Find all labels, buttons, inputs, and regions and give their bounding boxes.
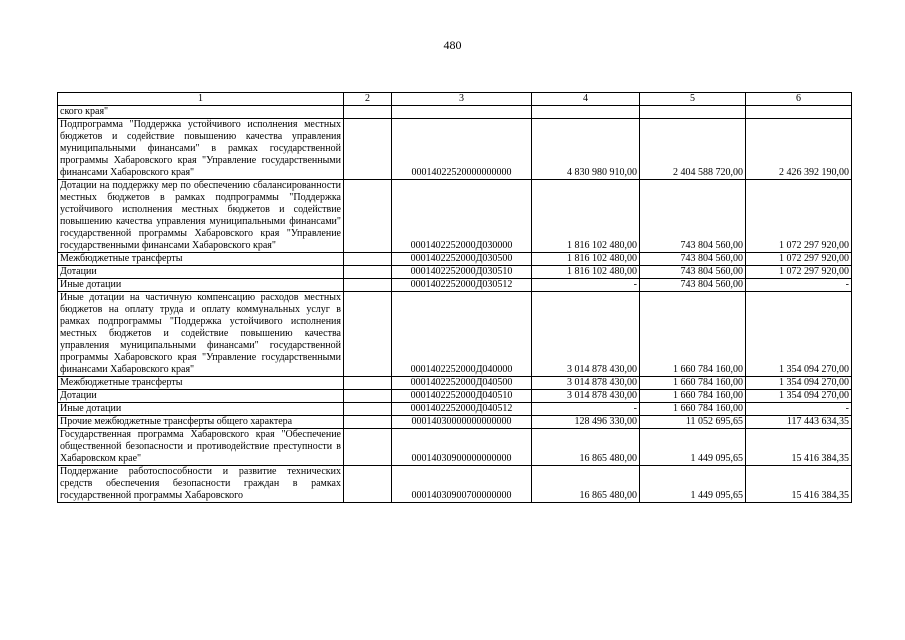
row-value-6-cell: 15 416 384,35	[746, 466, 852, 503]
header-cell: 3	[392, 93, 532, 106]
row-code-cell	[392, 106, 532, 119]
row-col2-cell	[344, 106, 392, 119]
row-value-5-cell: 1 660 784 160,00	[640, 292, 746, 377]
table-row	[58, 279, 852, 292]
row-code-cell: 00014030900000000000	[392, 429, 532, 466]
row-code-cell: 00014030000000000000	[392, 416, 532, 429]
row-value-4-cell: -	[532, 279, 640, 292]
row-code-cell: 00014022520000000000	[392, 119, 532, 180]
row-code-cell: 0001402252000Д040512	[392, 403, 532, 416]
row-code-cell: 0001402252000Д030510	[392, 266, 532, 279]
header-cell: 5	[640, 93, 746, 106]
row-name-cell: ского края"	[58, 106, 344, 119]
table-row	[58, 377, 852, 390]
row-name-cell: Государственная программа Хабаровского края "Обеспечение общественной безопасности и противодействие преступности в Хабаровском крае"	[58, 429, 344, 466]
row-value-5-cell: 743 804 560,00	[640, 180, 746, 253]
row-name-cell: Иные дотации	[58, 403, 344, 416]
row-code-cell: 0001402252000Д040510	[392, 390, 532, 403]
row-value-6-cell: 2 426 392 190,00	[746, 119, 852, 180]
row-value-6-cell	[746, 106, 852, 119]
row-value-4-cell: 1 816 102 480,00	[532, 266, 640, 279]
row-value-4-cell: 128 496 330,00	[532, 416, 640, 429]
table-row	[58, 253, 852, 266]
row-col2-cell	[344, 180, 392, 253]
row-value-5-cell: 743 804 560,00	[640, 279, 746, 292]
row-value-5-cell: 743 804 560,00	[640, 266, 746, 279]
row-value-5-cell: 1 660 784 160,00	[640, 377, 746, 390]
row-name-cell: Иные дотации	[58, 279, 344, 292]
page-number: 480	[443, 38, 462, 52]
table-row	[58, 119, 852, 180]
row-value-4-cell: 3 014 878 430,00	[532, 377, 640, 390]
row-col2-cell	[344, 377, 392, 390]
row-col2-cell	[344, 292, 392, 377]
table-row	[58, 266, 852, 279]
table-row	[58, 416, 852, 429]
row-code-cell: 0001402252000Д030512	[392, 279, 532, 292]
row-name-cell: Иные дотации на частичную компенсацию расходов местных бюджетов на оплату труда и оплату коммунальных услуг в рамках подпрограммы "Поддержка устойчивого исполнения местных бюджетов и содействие повышению качества управления муниципальными финансами" государственной программы Хабаровского края "Управление государственными финансами Хабаровского края"	[58, 292, 344, 377]
row-col2-cell	[344, 429, 392, 466]
row-value-4-cell: 3 014 878 430,00	[532, 292, 640, 377]
row-col2-cell	[344, 403, 392, 416]
row-value-6-cell: 117 443 634,35	[746, 416, 852, 429]
row-code-cell: 0001402252000Д040500	[392, 377, 532, 390]
row-name-cell: Прочие межбюджетные трансферты общего характера	[58, 416, 344, 429]
table-row	[58, 466, 852, 503]
row-col2-cell	[344, 253, 392, 266]
header-cell: 6	[746, 93, 852, 106]
row-value-6-cell: 1 354 094 270,00	[746, 292, 852, 377]
row-value-5-cell	[640, 106, 746, 119]
row-name-cell: Межбюджетные трансферты	[58, 377, 344, 390]
row-col2-cell	[344, 266, 392, 279]
row-col2-cell	[344, 119, 392, 180]
row-value-4-cell: 1 816 102 480,00	[532, 253, 640, 266]
row-value-5-cell: 2 404 588 720,00	[640, 119, 746, 180]
row-col2-cell	[344, 390, 392, 403]
row-code-cell: 0001402252000Д030000	[392, 180, 532, 253]
row-value-6-cell: -	[746, 403, 852, 416]
row-col2-cell	[344, 416, 392, 429]
row-value-6-cell: 1 072 297 920,00	[746, 180, 852, 253]
row-value-5-cell: 1 449 095,65	[640, 429, 746, 466]
row-value-5-cell: 1 449 095,65	[640, 466, 746, 503]
row-value-4-cell: 3 014 878 430,00	[532, 390, 640, 403]
row-name-cell: Межбюджетные трансферты	[58, 253, 344, 266]
row-value-5-cell: 743 804 560,00	[640, 253, 746, 266]
table-row	[58, 390, 852, 403]
table-row	[58, 292, 852, 377]
row-value-4-cell: 16 865 480,00	[532, 429, 640, 466]
row-value-5-cell: 1 660 784 160,00	[640, 390, 746, 403]
header-cell: 1	[58, 93, 344, 106]
row-value-5-cell: 11 052 695,65	[640, 416, 746, 429]
row-code-cell: 00014030900700000000	[392, 466, 532, 503]
row-value-6-cell: -	[746, 279, 852, 292]
row-value-4-cell: -	[532, 403, 640, 416]
row-value-6-cell: 1 354 094 270,00	[746, 377, 852, 390]
table-row	[58, 429, 852, 466]
row-name-cell: Дотации	[58, 390, 344, 403]
budget-table	[57, 92, 852, 503]
row-name-cell: Подпрограмма "Поддержка устойчивого исполнения местных бюджетов и содействие повышению качества управления муниципальными финансами" в рамках государственной программы Хабаровского края "Управление государственными финансами Хабаровского края"	[58, 119, 344, 180]
row-value-6-cell: 15 416 384,35	[746, 429, 852, 466]
row-code-cell: 0001402252000Д040000	[392, 292, 532, 377]
table-row	[58, 106, 852, 119]
row-code-cell: 0001402252000Д030500	[392, 253, 532, 266]
header-cell: 4	[532, 93, 640, 106]
row-value-4-cell	[532, 106, 640, 119]
row-value-6-cell: 1 072 297 920,00	[746, 266, 852, 279]
row-value-5-cell: 1 660 784 160,00	[640, 403, 746, 416]
row-name-cell: Поддержание работоспособности и развитие технических средств обеспечения безопасности граждан в рамках государственной программы Хабаровского	[58, 466, 344, 503]
table-row	[58, 403, 852, 416]
row-value-4-cell: 4 830 980 910,00	[532, 119, 640, 180]
row-value-4-cell: 16 865 480,00	[532, 466, 640, 503]
row-col2-cell	[344, 466, 392, 503]
table-row	[58, 180, 852, 253]
row-name-cell: Дотации на поддержку мер по обеспечению сбалансированности местных бюджетов в рамках подпрограммы "Поддержка устойчивого исполнения местных бюджетов и содействие повышению качества управления муниципальными финансами" государственной программы Хабаровского края "Управление государственными финансами Хабаровского края"	[58, 180, 344, 253]
header-cell: 2	[344, 93, 392, 106]
row-value-6-cell: 1 354 094 270,00	[746, 390, 852, 403]
row-name-cell: Дотации	[58, 266, 344, 279]
row-value-4-cell: 1 816 102 480,00	[532, 180, 640, 253]
row-col2-cell	[344, 279, 392, 292]
table-header-row	[58, 93, 852, 106]
row-value-6-cell: 1 072 297 920,00	[746, 253, 852, 266]
